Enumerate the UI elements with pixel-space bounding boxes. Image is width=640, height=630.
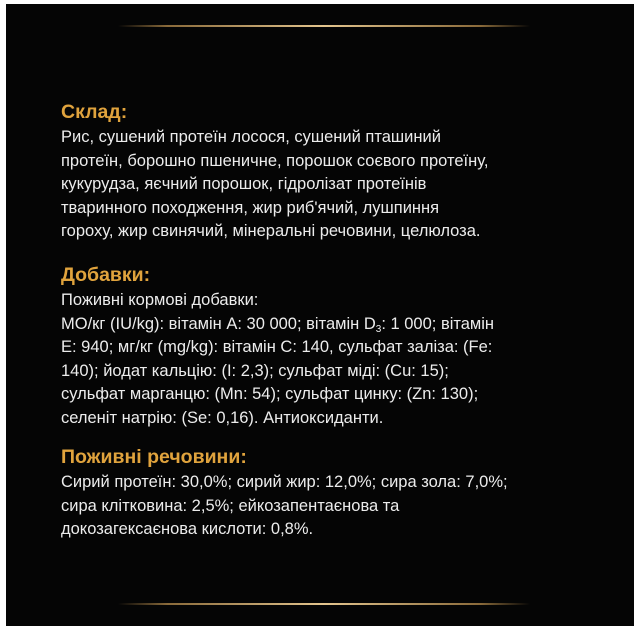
nutrients-heading: Поживні речовини: bbox=[61, 446, 247, 468]
nutrients-line: докозагексаєнова кислоти: 0,8%. bbox=[61, 520, 314, 538]
additives-line: сульфат марганцю: (Mn: 54); сульфат цинку: (Zn: 130); bbox=[61, 385, 479, 403]
additives-line-part: : 1 000; вітамін bbox=[381, 314, 495, 333]
additives-heading: Добавки: bbox=[61, 264, 151, 286]
composition-line: гороху, жир свинячий, мінеральні речовини, целюлоза. bbox=[61, 222, 481, 240]
additives-line: селеніт натрію: (Se: 0,16). Антиоксиданти. bbox=[61, 408, 384, 427]
vitamin-d-subscript: 3 bbox=[375, 323, 382, 335]
composition-section bbox=[61, 100, 621, 244]
nutrients-section bbox=[61, 445, 621, 542]
bottom-gold-divider bbox=[118, 603, 530, 605]
top-gold-divider bbox=[118, 25, 530, 27]
nutrients-line: сира клітковина: 2,5%; ейкозапентаєнова та bbox=[61, 496, 400, 515]
composition-line: тваринного походження, жир риб'ячий, лушпиння bbox=[61, 198, 440, 217]
additives-line-part: МО/кг (IU/kg): вітамін А: 30 000; вітамін D bbox=[61, 314, 376, 333]
additives-line: Е: 940; мг/кг (mg/kg): вітамін С: 140, сульфат заліза: (Fe: bbox=[61, 338, 493, 356]
composition-line: кукурудза, яєчний порошок, гідролізат протеїнів bbox=[61, 175, 427, 193]
label-panel bbox=[6, 4, 634, 626]
composition-heading: Склад: bbox=[61, 101, 128, 123]
additives-line-vitamins bbox=[61, 313, 621, 337]
composition-line: Рис, сушений протеїн лосося, сушений пташиний bbox=[61, 128, 441, 146]
additives-section bbox=[61, 263, 621, 430]
nutrients-line: Сирий протеїн: 30,0%; сирий жир: 12,0%; сира зола: 7,0%; bbox=[61, 473, 508, 491]
composition-line: протеїн, борошно пшеничне, порошок соєвого протеїну, bbox=[61, 151, 489, 170]
additives-line: 140); йодат кальцію: (I: 2,3); сульфат міді: (Cu: 15); bbox=[61, 361, 449, 380]
additives-line: Поживні кормові добавки: bbox=[61, 291, 259, 309]
